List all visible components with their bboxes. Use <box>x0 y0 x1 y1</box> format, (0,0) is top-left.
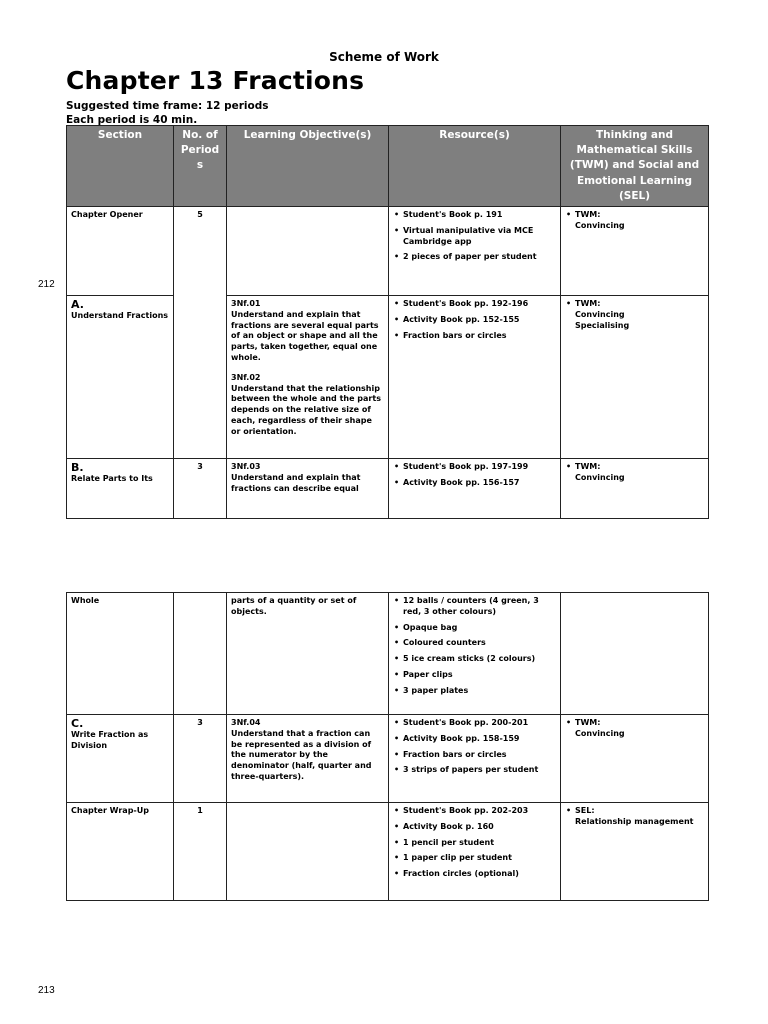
skills-cell <box>561 296 709 459</box>
table-row <box>67 296 709 459</box>
resource-item: • Coloured counters <box>403 638 556 649</box>
table-row <box>67 459 709 519</box>
skill-item: Convincing <box>575 472 625 482</box>
skill-heading: • TWM: Convincing <box>575 462 704 484</box>
resource-item: • Student's Book pp. 200-201 <box>403 718 556 729</box>
scheme-table-page-213 <box>66 592 709 901</box>
skill-item: Specialising <box>575 320 630 330</box>
section-cell: Whole <box>67 593 174 715</box>
section-letter: C. <box>71 717 84 730</box>
section-title: Relate Parts to Its <box>71 474 153 484</box>
objectives-cell <box>227 296 389 459</box>
skills-cell <box>561 803 709 901</box>
resources-cell <box>389 207 561 296</box>
table-row <box>67 803 709 901</box>
objectives-cell <box>227 459 389 519</box>
col-header-resources: Resource(s) <box>389 126 561 207</box>
scheme-title: Scheme of Work <box>329 50 439 64</box>
col-header-objectives: Learning Objective(s) <box>227 126 389 207</box>
page-number-212: 212 <box>38 279 55 290</box>
section-cell <box>67 715 174 803</box>
objective-code: 3Nf.02 <box>231 372 261 382</box>
resources-cell <box>389 296 561 459</box>
objective-text: Understand that the relationship between the whole and the parts depends on the relative size of each, regardless of their shape or orientation. <box>231 383 381 436</box>
objective-code: 3Nf.03 <box>231 462 261 472</box>
table-row <box>67 593 709 715</box>
resource-item: • Virtual manipulative via MCE Cambridge app <box>403 226 556 248</box>
periods-cell: 3 <box>174 715 227 803</box>
resource-item: • Student's Book pp. 197-199 <box>403 462 556 473</box>
col-header-section: Section <box>67 126 174 207</box>
skills-cell <box>561 207 709 296</box>
skill-heading: • TWM: Convincing <box>575 210 704 232</box>
objectives-cell <box>227 803 389 901</box>
time-frame: Suggested time frame: 12 periods <box>66 100 269 112</box>
resource-item: • 3 strips of papers per student <box>403 765 556 776</box>
section-title: Understand Fractions <box>71 311 169 321</box>
resource-item: • Activity Book pp. 152-155 <box>403 315 556 326</box>
resource-item: • Fraction bars or circles <box>403 750 556 761</box>
col-header-periods <box>174 126 227 207</box>
resource-item: • 5 ice cream sticks (2 colours) <box>403 654 556 665</box>
resources-cell <box>389 459 561 519</box>
col-header-periods-line3: s <box>196 159 204 172</box>
skill-item: Convincing <box>575 728 625 738</box>
skill-heading: • TWM: Convincing <box>575 718 704 740</box>
resource-item: • 3 paper plates <box>403 686 556 697</box>
objective-text: Understand and explain that fractions can describe equal <box>231 472 361 493</box>
section-letter: A. <box>71 298 84 312</box>
skills-cell <box>561 715 709 803</box>
resource-item: • Activity Book pp. 158-159 <box>403 734 556 745</box>
section-letter: B. <box>71 461 84 475</box>
period-length: Each period is 40 min. <box>66 114 198 126</box>
table-row <box>67 207 709 296</box>
objectives-cell <box>227 207 389 296</box>
resource-item: • Fraction bars or circles <box>403 331 556 342</box>
table-header-row <box>67 126 709 207</box>
col-header-periods-line1: No. of <box>182 129 218 141</box>
periods-cell: 5 <box>174 207 227 459</box>
col-header-periods-line2: Period <box>180 144 220 157</box>
objective-text: Understand that a fraction can be represented as a division of the numerator by the denominator (half, quarter and three-quarters). <box>231 728 372 781</box>
resource-item: • Fraction circles (optional) <box>403 869 556 880</box>
objective-code: 3Nf.04 <box>231 718 261 727</box>
page-number-213: 213 <box>38 985 55 996</box>
objective-code: 3Nf.01 <box>231 299 261 309</box>
skill-item: Convincing <box>575 309 625 319</box>
resource-item: • Activity Book p. 160 <box>403 822 556 833</box>
resource-item: • Activity Book pp. 156-157 <box>403 478 556 489</box>
skill-heading: • TWM: Convincing Specialising <box>575 299 704 331</box>
resource-item: • Opaque bag <box>403 623 556 634</box>
resources-cell <box>389 803 561 901</box>
resource-item: • Student's Book p. 191 <box>403 210 556 221</box>
section-cell <box>67 296 174 459</box>
col-header-skills: Thinking and Mathematical Skills (TWM) and Social and Emotional Learning (SEL) <box>561 126 709 207</box>
table-row <box>67 715 709 803</box>
objective <box>231 299 384 364</box>
skill-item: Convincing <box>575 220 625 230</box>
section-title: Write Fraction as Division <box>71 730 149 750</box>
periods-cell <box>174 593 227 715</box>
resource-item: • 12 balls / counters (4 green, 3 red, 3 other colours) <box>403 596 556 618</box>
resources-cell <box>389 715 561 803</box>
resource-item: • Student's Book pp. 202-203 <box>403 806 556 817</box>
section-cell <box>67 459 174 519</box>
resource-item: • 1 pencil per student <box>403 838 556 849</box>
section-cell: Chapter Opener <box>67 207 174 296</box>
chapter-title: Chapter 13 Fractions <box>66 66 365 95</box>
skills-cell <box>561 593 709 715</box>
skill-item: Relationship management <box>575 816 694 826</box>
resource-item: • 2 pieces of paper per student <box>403 252 556 263</box>
objectives-cell <box>227 715 389 803</box>
resource-item: • Student's Book pp. 192-196 <box>403 299 556 310</box>
periods-cell: 1 <box>174 803 227 901</box>
skill-heading: • SEL: Relationship management <box>575 806 704 828</box>
objective-text: Understand and explain that fractions are several equal parts of an object or shape and all the parts, taken together, equal one whole. <box>231 309 379 363</box>
section-cell: Chapter Wrap-Up <box>67 803 174 901</box>
resources-cell <box>389 593 561 715</box>
scheme-table-page-212 <box>66 125 712 493</box>
resource-item: • 1 paper clip per student <box>403 853 556 864</box>
periods-cell: 3 <box>174 459 227 519</box>
objective <box>231 373 384 438</box>
resource-item: • Paper clips <box>403 670 556 681</box>
objectives-cell: parts of a quantity or set of objects. <box>227 593 389 715</box>
skills-cell <box>561 459 709 519</box>
